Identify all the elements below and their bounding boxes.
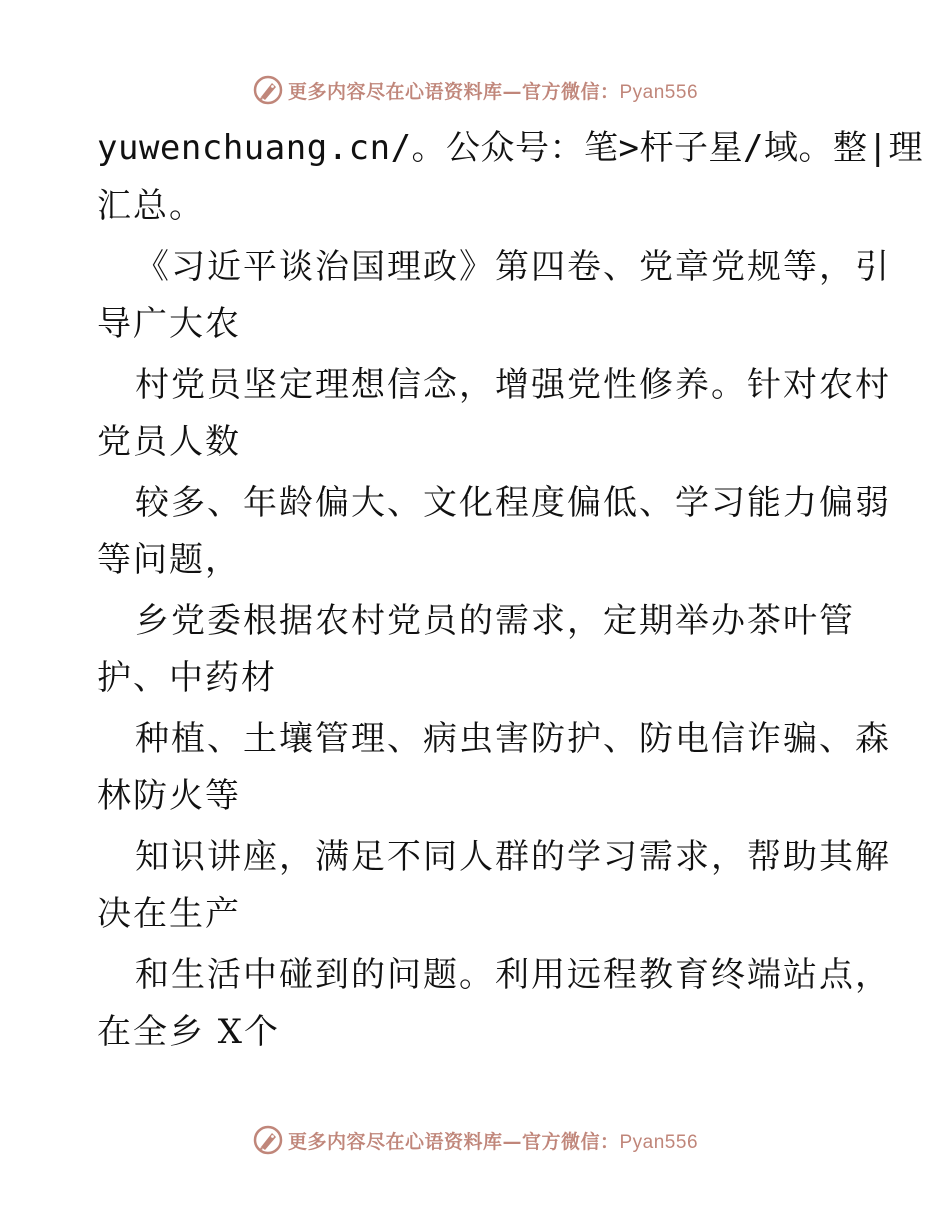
watermark-text: 更多内容尽在心语资料库—官方微信：Pyan556	[287, 1130, 699, 1153]
text-line-8: 等问题，	[97, 540, 241, 580]
text-line-13: 知识讲座，满足不同人群的学习需求，帮助其解	[135, 837, 891, 877]
text-line-7: 较多、年龄偏大、文化程度偏低、学习能力偏弱	[135, 483, 891, 523]
text-line-2: 汇总。	[97, 186, 205, 226]
text-line-6: 党员人数	[97, 422, 241, 462]
pen-nib-logo-icon	[252, 74, 284, 106]
text-line-4: 导广大农	[97, 304, 241, 344]
text-line-5: 村党员坚定理想信念，增强党性修养。针对农村	[135, 365, 891, 405]
header-watermark	[0, 72, 950, 108]
footer-watermark	[0, 1122, 950, 1158]
text-line-14: 决在生产	[97, 894, 241, 934]
watermark-handle: Pyan556	[619, 1131, 699, 1153]
watermark-handle: Pyan556	[619, 81, 699, 103]
text-line-16: 在全乡 X个	[97, 1012, 281, 1052]
watermark-text: 更多内容尽在心语资料库—官方微信：Pyan556	[287, 80, 699, 103]
text-line-1: yuwenchuang.cn/。公众号：笔>杆子星/域。整|理	[97, 128, 923, 168]
text-line-9: 乡党委根据农村党员的需求，定期举办茶叶管	[135, 601, 855, 641]
text-line-12: 林防火等	[97, 776, 241, 816]
text-line-3: 《习近平谈治国理政》第四卷、党章党规等，引	[135, 247, 891, 287]
text-line-15: 和生活中碰到的问题。利用远程教育终端站点，	[135, 955, 891, 995]
pen-nib-logo-icon	[252, 1124, 284, 1156]
text-line-11: 种植、土壤管理、病虫害防护、防电信诈骗、森	[135, 719, 891, 759]
text-line-10: 护、中药材	[97, 658, 277, 698]
